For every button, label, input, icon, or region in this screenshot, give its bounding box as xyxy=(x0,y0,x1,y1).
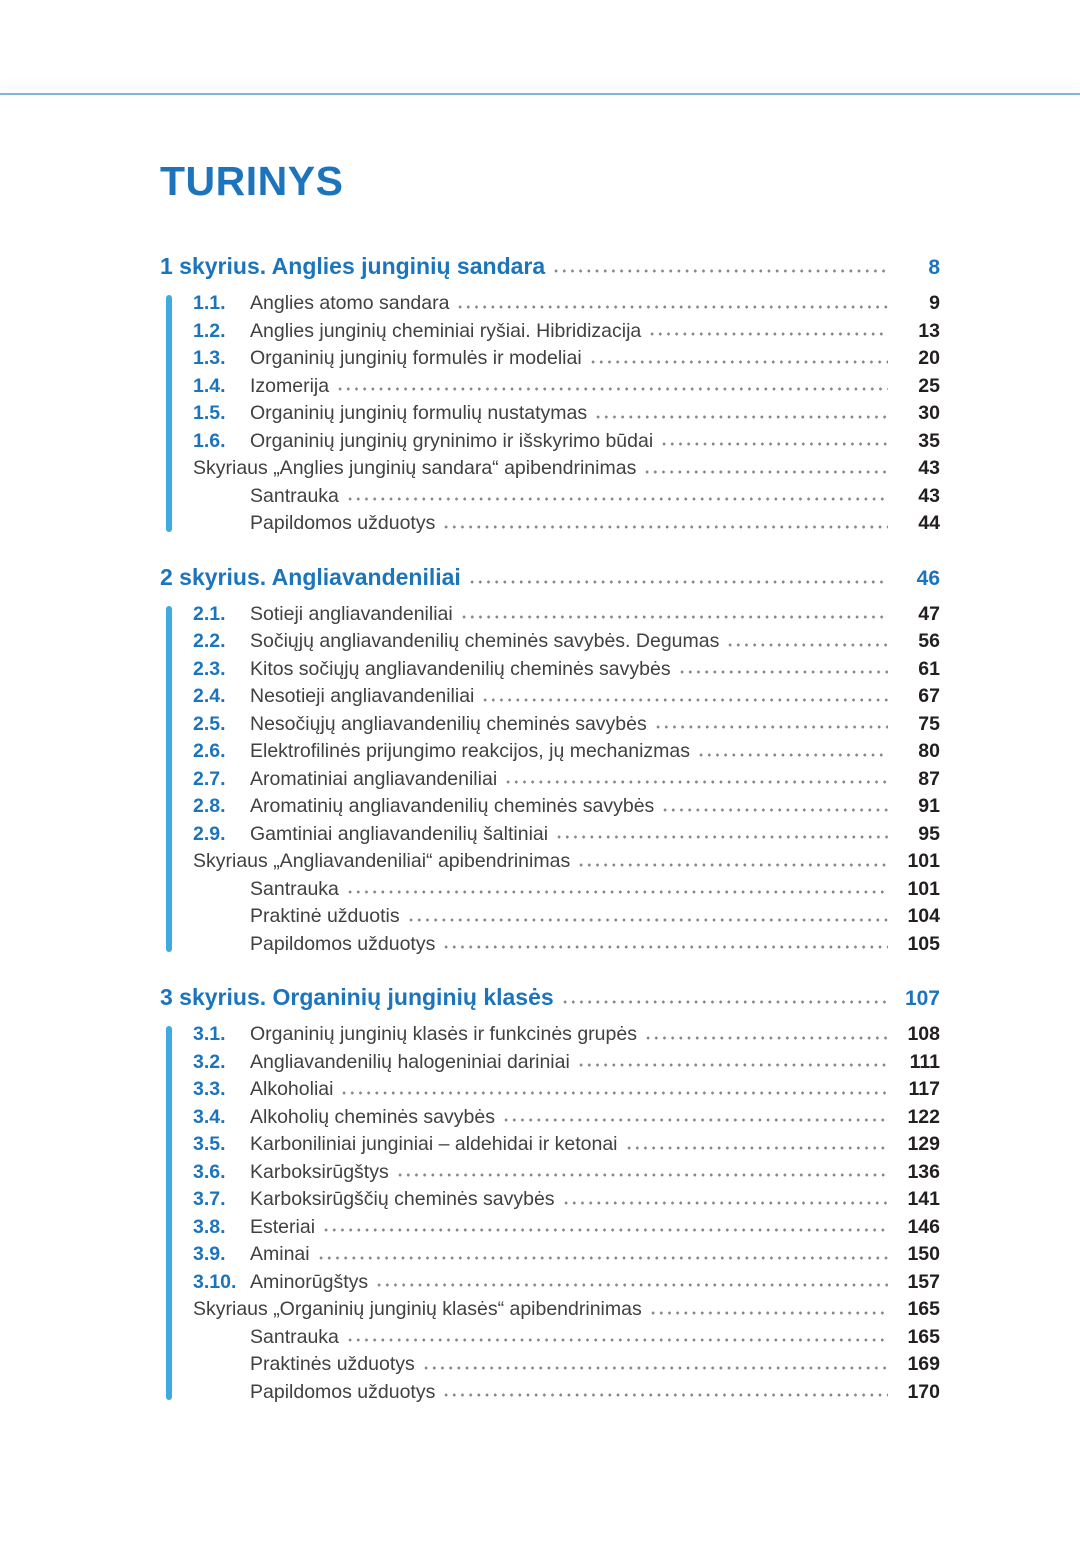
toc-row xyxy=(160,318,940,346)
section-number: 3.6. xyxy=(193,1160,226,1183)
page-number: 95 xyxy=(918,822,940,845)
section-title: Praktinės užduotys xyxy=(250,1353,415,1375)
dot-leader xyxy=(649,1311,888,1315)
section-title: Anglies atomo sandara xyxy=(250,292,450,314)
dot-leader xyxy=(577,863,888,867)
chapter-heading-row xyxy=(160,251,940,283)
dot-leader xyxy=(346,890,888,894)
page-number: 13 xyxy=(918,319,940,342)
chapter-heading-row xyxy=(160,562,940,594)
chapter-accent-bar xyxy=(166,606,172,953)
section-title: Santrauka xyxy=(250,877,339,900)
toc-row xyxy=(160,345,940,373)
dot-leader xyxy=(456,305,888,309)
dot-leader xyxy=(594,415,888,419)
chapter-items xyxy=(160,601,940,959)
section-title: Aminai xyxy=(250,1243,310,1265)
toc xyxy=(160,251,940,1406)
section-number: 1.4. xyxy=(193,374,226,397)
page-number: 136 xyxy=(907,1160,940,1183)
section-title: Izomerija xyxy=(250,374,330,397)
toc-row xyxy=(160,290,940,318)
toc-row xyxy=(160,766,940,794)
section-number: 3.10. xyxy=(193,1270,237,1293)
section-title: Nesočiųjų angliavandenilių cheminės savybės xyxy=(250,712,647,735)
section-title: Gamtiniai angliavandenilių šaltiniai xyxy=(250,822,549,845)
section-number: 2.8. xyxy=(193,795,226,817)
page-number: 108 xyxy=(907,1023,940,1045)
toc-row xyxy=(160,793,940,821)
chapter-heading-row xyxy=(160,982,940,1014)
dot-leader xyxy=(322,1228,888,1232)
section-title: Karboksirūgštys xyxy=(250,1160,389,1183)
section-number: 1.3. xyxy=(193,347,226,369)
toc-row xyxy=(160,683,940,711)
section-title: Skyriaus „Angliavandeniliai“ apibendrinimas xyxy=(193,850,571,872)
section-title: Kitos sočiųjų angliavandenilių cheminės savybės xyxy=(250,657,671,680)
section-number: 1.6. xyxy=(193,429,226,452)
dot-leader xyxy=(660,442,888,446)
page-number: 104 xyxy=(907,905,940,927)
dot-leader xyxy=(442,945,888,949)
page-number: 47 xyxy=(918,602,940,625)
section-number: 2.1. xyxy=(193,602,226,625)
dot-leader xyxy=(726,643,888,647)
dot-leader xyxy=(697,753,888,757)
top-rule-divider xyxy=(0,93,1080,95)
section-title: Angliavandenilių halogeniniai dariniai xyxy=(250,1050,570,1073)
page-number: 101 xyxy=(907,877,940,900)
section-title: Organinių junginių klasės ir funkcinės grupės xyxy=(250,1023,637,1045)
dot-leader xyxy=(340,1091,888,1095)
section-number: 1.2. xyxy=(193,319,226,342)
toc-row xyxy=(160,483,940,511)
chapter-label: 3 skyrius. Organinių junginių klasės xyxy=(160,984,554,1010)
dot-leader xyxy=(555,835,888,839)
page-number: 87 xyxy=(918,767,940,790)
dot-leader xyxy=(317,1256,888,1260)
page-number: 30 xyxy=(918,402,940,424)
page-number: 150 xyxy=(907,1243,940,1265)
page-number: 129 xyxy=(907,1133,940,1155)
toc-row xyxy=(160,628,940,656)
section-title: Karboksirūgščių cheminės savybės xyxy=(250,1188,555,1210)
toc-row xyxy=(160,1351,940,1379)
chapter xyxy=(160,982,940,1406)
page-number: 91 xyxy=(918,795,940,817)
toc-row xyxy=(160,1324,940,1352)
dot-leader xyxy=(481,698,888,702)
chapter-accent-bar xyxy=(166,295,172,532)
chapter-items xyxy=(160,290,940,538)
section-number: 1.1. xyxy=(193,292,226,314)
toc-row xyxy=(160,1379,940,1407)
toc-row xyxy=(160,1131,940,1159)
dot-leader xyxy=(504,780,888,784)
toc-row xyxy=(160,455,940,483)
section-number: 2.6. xyxy=(193,740,226,762)
page-title: TURINYS xyxy=(160,158,344,204)
dot-leader xyxy=(577,1063,888,1067)
chapter-page-number: 8 xyxy=(928,256,940,279)
section-title: Elektrofilinės prijungimo reakcijos, jų mechanizmas xyxy=(250,740,691,762)
dot-leader xyxy=(336,387,888,391)
section-number: 2.7. xyxy=(193,767,226,790)
section-number: 3.5. xyxy=(193,1133,226,1155)
section-title: Aminorūgštys xyxy=(250,1270,369,1293)
toc-row xyxy=(160,1269,940,1297)
section-title: Skyriaus „Organinių junginių klasės“ apibendrinimas xyxy=(193,1298,642,1320)
page-number: 43 xyxy=(918,457,940,479)
page-number: 101 xyxy=(907,850,940,872)
dot-leader xyxy=(678,670,888,674)
toc-row xyxy=(160,738,940,766)
page-number: 25 xyxy=(918,374,940,397)
dot-leader xyxy=(502,1118,888,1122)
page-number: 157 xyxy=(907,1270,940,1293)
dot-leader xyxy=(346,497,888,501)
dot-leader xyxy=(644,1036,888,1040)
toc-row xyxy=(160,1049,940,1077)
dot-leader xyxy=(643,470,888,474)
page-number: 170 xyxy=(907,1380,940,1403)
toc-row xyxy=(160,1021,940,1049)
section-number: 3.4. xyxy=(193,1105,226,1128)
section-title: Nesotieji angliavandeniliai xyxy=(250,685,475,707)
chapter-label: 2 skyrius. Angliavandeniliai xyxy=(160,563,461,590)
section-title: Sotieji angliavandeniliai xyxy=(250,602,453,625)
section-title: Anglies junginių cheminiai ryšiai. Hibridizacija xyxy=(250,319,642,342)
toc-row xyxy=(160,848,940,876)
section-title: Aromatiniai angliavandeniliai xyxy=(250,767,498,790)
section-title: Aromatinių angliavandenilių cheminės savybės xyxy=(250,795,655,817)
section-title: Alkoholių cheminės savybės xyxy=(250,1105,495,1128)
toc-row xyxy=(160,931,940,959)
toc-row xyxy=(160,1296,940,1324)
section-title: Skyriaus „Anglies junginių sandara“ apibendrinimas xyxy=(193,457,637,479)
section-title: Sočiųjų angliavandenilių cheminės savybės. Degumas xyxy=(250,630,720,652)
dot-leader xyxy=(468,580,888,584)
toc-row xyxy=(160,601,940,629)
section-title: Karboniliniai junginiai – aldehidai ir ketonai xyxy=(250,1133,618,1155)
section-title: Esteriai xyxy=(250,1215,316,1238)
dot-leader xyxy=(561,1000,888,1004)
toc-row xyxy=(160,1186,940,1214)
dot-leader xyxy=(625,1146,889,1150)
section-number: 3.8. xyxy=(193,1215,226,1238)
section-number: 2.5. xyxy=(193,712,226,735)
page-number: 75 xyxy=(918,712,940,735)
dot-leader xyxy=(407,918,888,922)
section-title: Santrauka xyxy=(250,1325,339,1348)
page-number: 43 xyxy=(918,484,940,507)
dot-leader xyxy=(375,1283,888,1287)
dot-leader xyxy=(648,332,888,336)
section-number: 3.1. xyxy=(193,1023,226,1045)
dot-leader xyxy=(552,269,888,273)
toc-row xyxy=(160,656,940,684)
page-number: 35 xyxy=(918,429,940,452)
dot-leader xyxy=(562,1201,888,1205)
chapter-accent-bar xyxy=(166,1026,172,1400)
toc-row xyxy=(160,373,940,401)
toc-row xyxy=(160,1104,940,1132)
chapter-page-number: 107 xyxy=(904,987,940,1010)
section-number: 3.9. xyxy=(193,1243,226,1265)
toc-row xyxy=(160,1159,940,1187)
section-title: Organinių junginių gryninimo ir išskyrimo būdai xyxy=(250,429,654,452)
dot-leader xyxy=(422,1366,888,1370)
dot-leader xyxy=(460,615,888,619)
section-number: 3.2. xyxy=(193,1050,226,1073)
chapter-page-number: 46 xyxy=(916,566,940,590)
page-number: 9 xyxy=(929,292,940,314)
toc-row xyxy=(160,1241,940,1269)
dot-leader xyxy=(654,725,888,729)
dot-leader xyxy=(661,808,888,812)
dot-leader xyxy=(346,1338,888,1342)
dot-leader xyxy=(396,1173,888,1177)
page-number: 165 xyxy=(907,1298,940,1320)
section-title: Papildomos užduotys xyxy=(250,512,436,534)
page-number: 117 xyxy=(908,1078,940,1100)
dot-leader xyxy=(442,1393,888,1397)
section-title: Alkoholiai xyxy=(250,1078,334,1100)
chapter xyxy=(160,562,940,959)
section-title: Organinių junginių formulių nustatymas xyxy=(250,402,588,424)
page-number: 56 xyxy=(918,630,940,652)
toc-row xyxy=(160,1214,940,1242)
page-number: 105 xyxy=(907,932,940,955)
toc-row xyxy=(160,510,940,538)
dot-leader xyxy=(442,525,888,529)
toc-row xyxy=(160,428,940,456)
section-title: Papildomos užduotys xyxy=(250,1380,436,1403)
section-number: 3.3. xyxy=(193,1078,226,1100)
section-title: Santrauka xyxy=(250,484,339,507)
dot-leader xyxy=(589,360,888,364)
page-number: 111 xyxy=(909,1050,940,1073)
page-number: 146 xyxy=(907,1215,940,1238)
chapter xyxy=(160,251,940,538)
section-number: 2.9. xyxy=(193,822,226,845)
toc-row xyxy=(160,903,940,931)
section-number: 3.7. xyxy=(193,1188,226,1210)
page-number: 80 xyxy=(918,740,940,762)
page-number: 122 xyxy=(907,1105,940,1128)
section-number: 2.3. xyxy=(193,657,226,680)
toc-row xyxy=(160,876,940,904)
chapter-items xyxy=(160,1021,940,1406)
page-number: 67 xyxy=(918,685,940,707)
page-number: 61 xyxy=(918,657,940,680)
chapter-label: 1 skyrius. Anglies junginių sandara xyxy=(160,253,546,279)
section-title: Papildomos užduotys xyxy=(250,932,436,955)
page-number: 20 xyxy=(918,347,940,369)
page-number: 169 xyxy=(907,1353,940,1375)
page-number: 141 xyxy=(907,1188,940,1210)
page-number: 44 xyxy=(918,512,940,534)
toc-row xyxy=(160,1076,940,1104)
section-title: Organinių junginių formulės ir modeliai xyxy=(250,347,582,369)
toc-row xyxy=(160,821,940,849)
section-title: Praktinė užduotis xyxy=(250,905,400,927)
section-number: 2.2. xyxy=(193,630,226,652)
section-number: 1.5. xyxy=(193,402,226,424)
toc-row xyxy=(160,711,940,739)
toc-row xyxy=(160,400,940,428)
section-number: 2.4. xyxy=(193,685,226,707)
page-number: 165 xyxy=(907,1325,940,1348)
